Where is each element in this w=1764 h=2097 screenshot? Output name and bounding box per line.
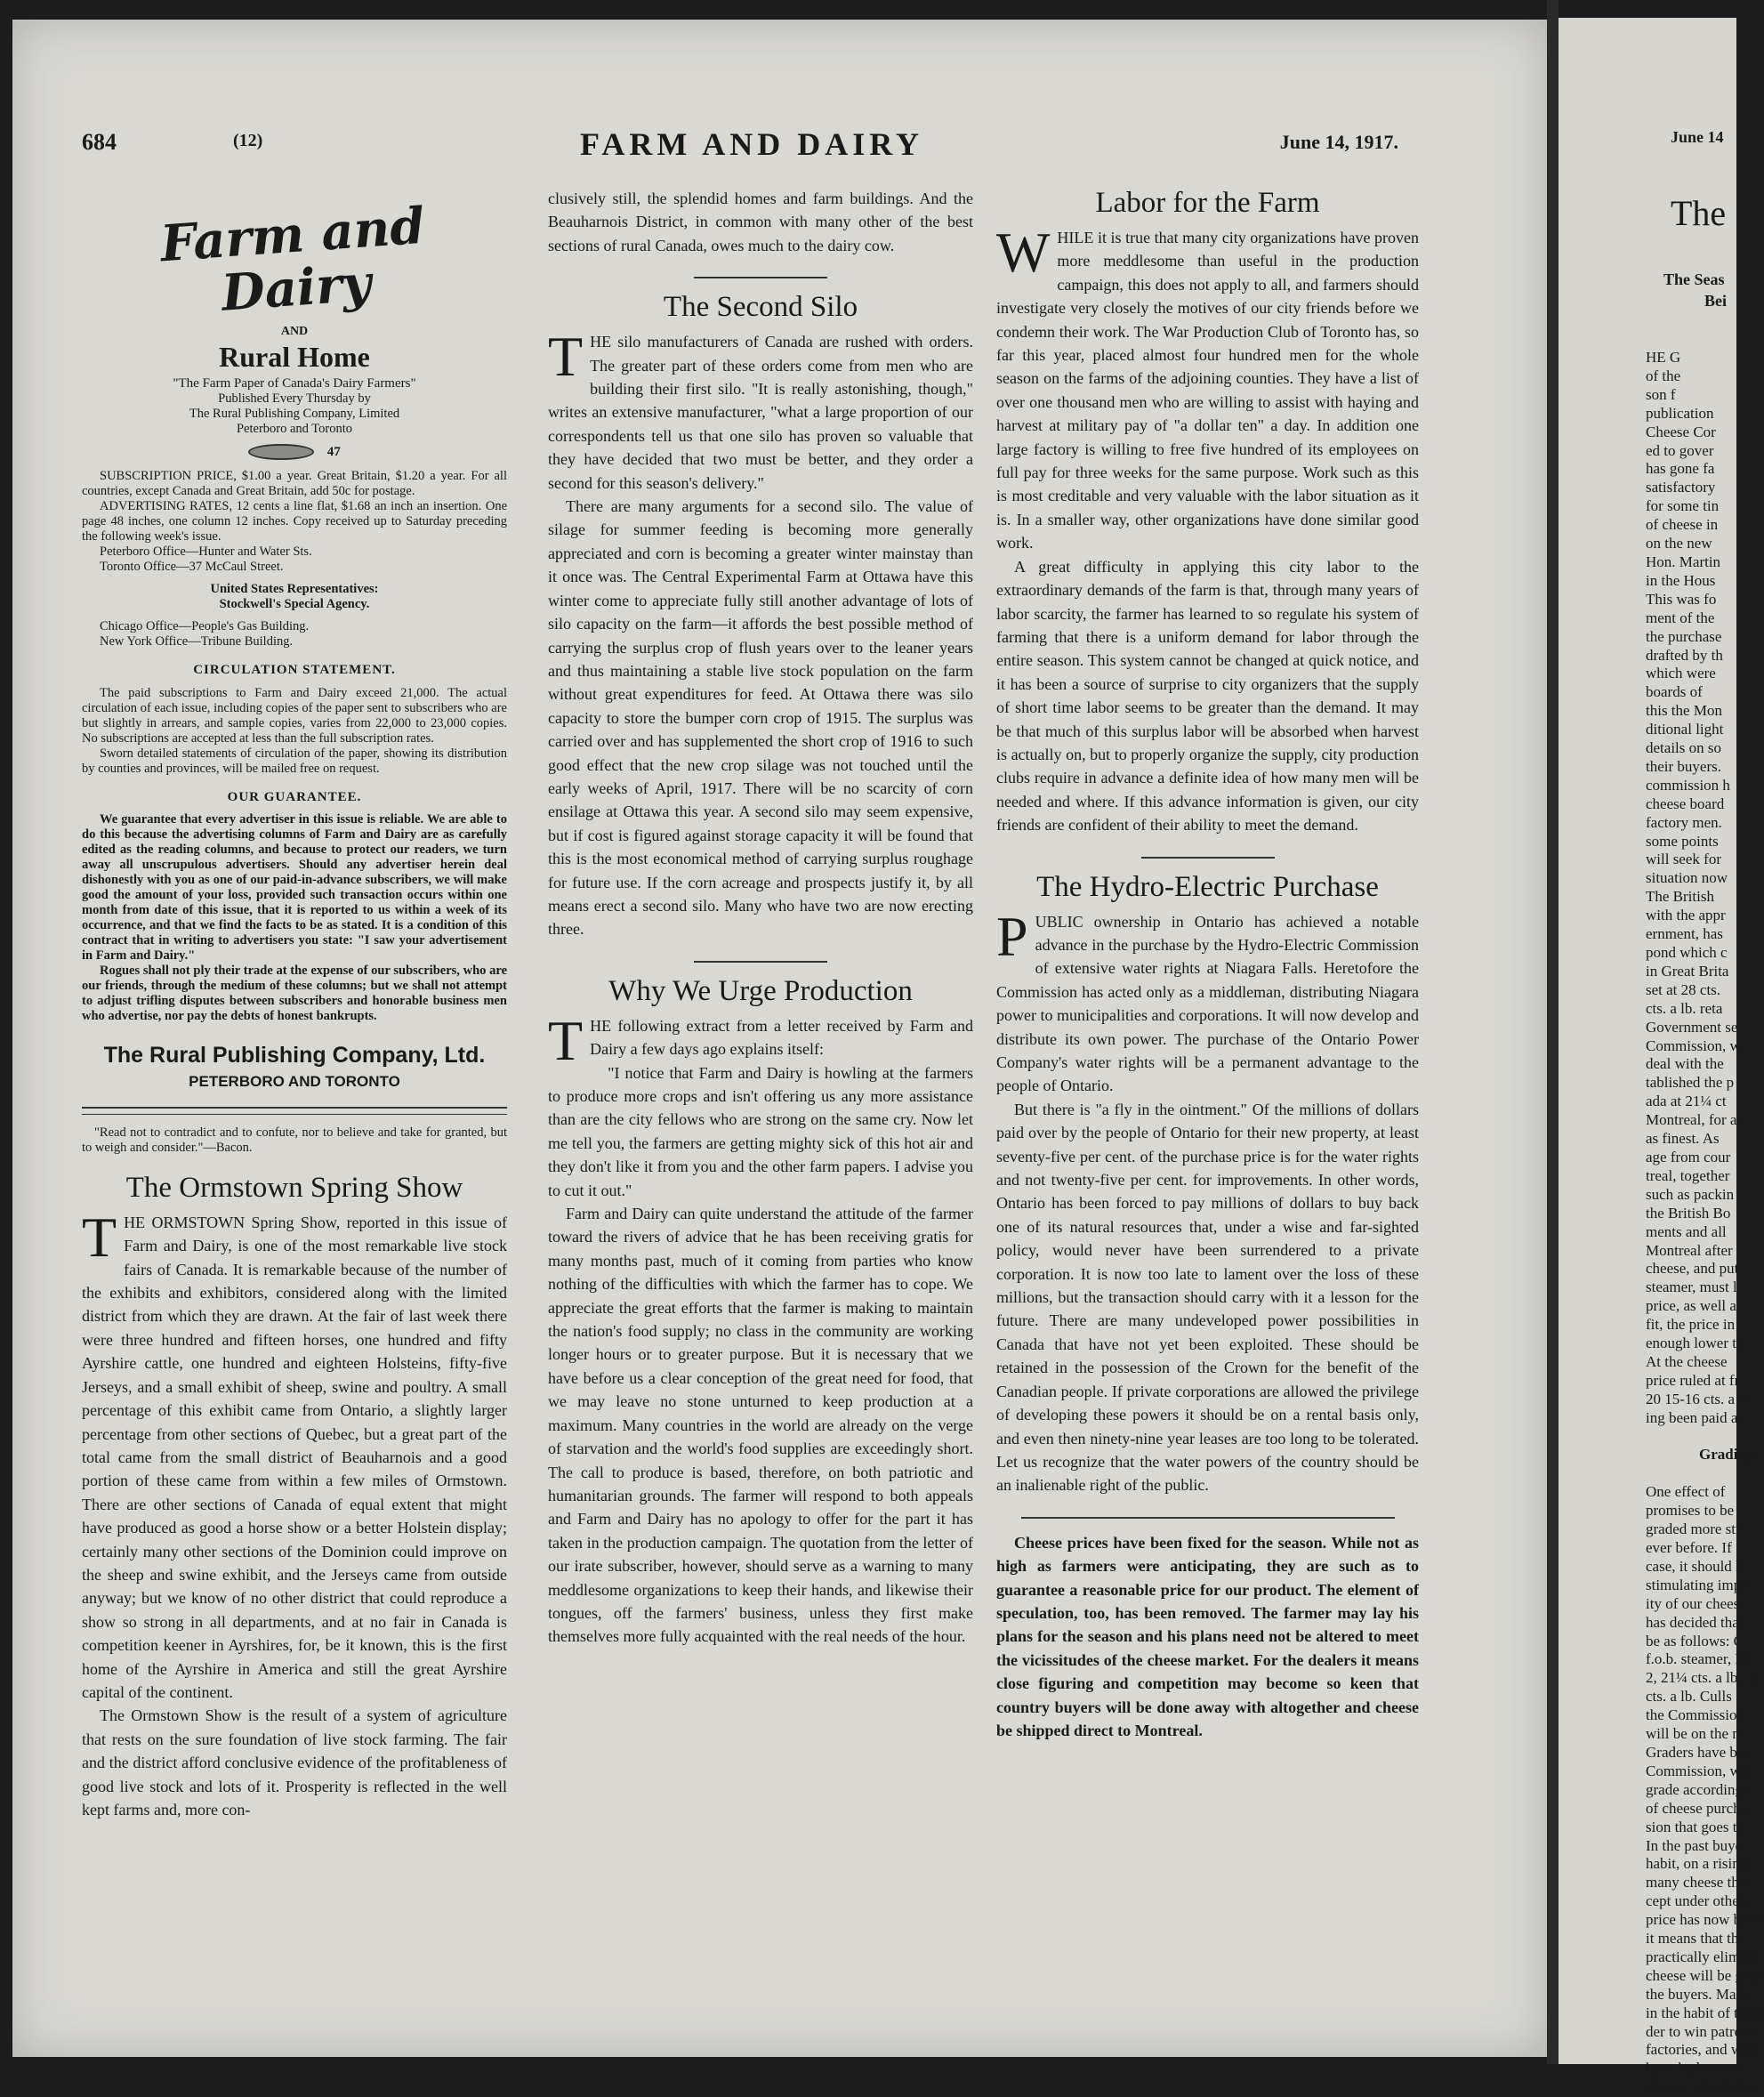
facing-page-line: practically elimina: [1646, 1948, 1759, 1965]
facing-page-line: cheese board: [1646, 794, 1725, 812]
drop-cap: P: [996, 904, 1028, 968]
section-rule: [694, 961, 827, 963]
article-title: Why We Urge Production: [608, 974, 913, 1007]
masthead-rural-home: Rural Home: [219, 341, 370, 374]
facing-page-line: ada at 21¼ ct: [1646, 1093, 1727, 1110]
facing-page-line: has decided that: [1646, 1613, 1744, 1631]
facing-page-line: price has now been: [1646, 1911, 1762, 1929]
facing-page-line: habit, on a rising: [1646, 1855, 1748, 1873]
drop-cap: T: [82, 1205, 117, 1269]
facing-page-line: has gone fa: [1646, 460, 1715, 478]
facing-page-line: tablished the p: [1646, 1074, 1735, 1092]
facing-page-line: boards of: [1646, 683, 1703, 701]
facing-page-line: have had to turn: [1646, 2060, 1744, 2077]
facing-page-line: cept under other c: [1646, 1892, 1755, 1910]
paper-name: FARM AND DAIRY: [580, 126, 924, 162]
facing-page-line: ing been paid at: [1646, 1408, 1743, 1426]
facing-page-subhead: [1663, 269, 1727, 311]
facing-page-line: many cheese that: [1646, 1874, 1751, 1891]
article-title: The Hydro-Electric Purchase: [1036, 870, 1379, 903]
toronto-office: Toronto Office—37 McCaul Street.: [100, 560, 284, 575]
running-head: [82, 126, 1398, 165]
section-rule: [694, 277, 827, 278]
facing-page-line: HE G: [1646, 349, 1681, 366]
facing-page-line: The British: [1646, 888, 1714, 906]
article-second-silo: [548, 291, 973, 941]
facing-page-line: details on so: [1646, 739, 1721, 757]
masthead-cities: Peterboro and Toronto: [237, 421, 352, 436]
article-paragraph: A great difficulty in applying this city labor to the extraordinary demands of the farm is that, through many years of labor scarcity, the farmer has learned to so regulate his system of farming that there is a uniform demand for labor through the entire season. This system cannot be changed at quick notice, and it has been a source of surprise to city organizers that the supply of short time labor seems to be greater than the demand. It may be that much of this surplus labor will be absorbed when harvest is actually on, but to properly organize the supply, city production clubs require in advance a definite idea of how many men will be needed and where. If this advance information is given, our city friends are confident of their ability to meet the demand.: [996, 557, 1419, 835]
facing-page-line: price, as well a: [1646, 1297, 1736, 1315]
facing-page-line: the purchase: [1646, 627, 1722, 645]
publisher-cities: PETERBORO AND TORONTO: [189, 1073, 400, 1091]
guarantee-heading: OUR GUARANTEE.: [227, 789, 362, 804]
facing-page-line: in the habit of takin: [1646, 2004, 1764, 2021]
facing-page-line: ity of our cheese: [1646, 1594, 1746, 1612]
facing-page-line: will seek for: [1646, 851, 1721, 868]
masthead-emblem-row: [82, 439, 507, 464]
facing-page-line: some points: [1646, 832, 1719, 850]
facing-page: [1559, 18, 1764, 2096]
article-ormstown: [82, 1172, 507, 1822]
article-labor: [996, 187, 1419, 837]
facing-page-line: cts. a lb. Culls: [1646, 1688, 1732, 1706]
cheese-note: Cheese prices have been fixed for the season. While not as high as farmers were anticipating, they are such as to guarantee a reasonable price for our product. The element of speculation, too, has been removed. The farmer may lay his plans for the season and his plans need not be altered to meet the vicissitudes of the cheese market. For the dealers it means close figuring and competition may become so keen that country buyers will be done away with altogether and cheese be shipped direct to Montreal.: [996, 1533, 1419, 1739]
facing-page-line: age from cour: [1646, 1148, 1731, 1165]
facing-page-line: sion that goes to: [1646, 1818, 1744, 1835]
facing-page-line: set at 28 cts.: [1646, 980, 1721, 998]
facing-page-line: stimulating impro: [1646, 1576, 1754, 1593]
masthead-and: AND: [280, 325, 309, 338]
facing-page-line: [1646, 1428, 1764, 1447]
facing-page-line: cheese, and put: [1646, 1260, 1739, 1278]
article-paragraph: Farm and Dairy can quite understand the attitude of the farmer toward the rivers of advice that he has been receiving gratis for many months past, much of it coming from parties who know nothing of the difficulties with which the farmer has to cope. We appreciate the great efforts that the farmer is making to maintain the nation's food supply; no class in the community are working longer hours or to greater purpose. But it is necessary that we have before us a clear conception of the great need for food, that we may leave no stone unturned to keep production at a maximum. Many countries in the world are already on the verge of starvation and the world's food supplies are exceedingly short. The call to produce is based, therefore, on both patriotic and humanitarian grounds. The farmer will respond to both appeals and Farm and Dairy has no apology to offer for the part it has taken in the production campaign. The quotation from the letter of our irate subscriber, however, should serve as a warning to many meddlesome organizations to keep their hands, and likewise their tongues, off the farmers' business, unless they first make themselves more fully acquainted with the real needs of the hour.: [548, 1205, 973, 1646]
page-number: 684: [82, 129, 117, 155]
article-paragraph: HE silo manufacturers of Canada are rushed with orders. The greater part of these orders come from men who are building their first silo. "It is really astonishing, though," writes an extensive manufacturer, "what a large proportion of our correspondents tell us that one silo has proven so valuable that they have decided that two must be better, and they order a second for this season's delivery.": [548, 333, 973, 492]
article-paragraph: HE following extract from a letter received by Farm and Dairy a few days ago explains itself:: [590, 1016, 973, 1059]
circulation-heading: CIRCULATION STATEMENT.: [193, 663, 396, 678]
facing-page-line: the British Bo: [1646, 1204, 1731, 1222]
facing-page-line: son f: [1646, 385, 1676, 403]
issue-number: (12): [233, 131, 263, 150]
drop-cap: W: [996, 221, 1051, 284]
section-rule: [1141, 857, 1275, 859]
issue-date: June 14, 1917.: [1279, 131, 1398, 153]
facing-page-line: in Great Brita: [1646, 962, 1729, 980]
facing-page-line: This was fo: [1646, 590, 1717, 608]
newspaper-page: [12, 20, 1547, 2057]
facing-subhead-line: The Seas: [1663, 270, 1725, 288]
facing-page-line: as finest. As: [1646, 1130, 1720, 1148]
article-urge-production: [548, 975, 973, 1649]
facing-page-line: grade according t: [1646, 1780, 1751, 1798]
facing-page-line: their buyers.: [1646, 757, 1721, 775]
emblem-number: 47: [326, 444, 341, 459]
facing-page-line: [1646, 1464, 1764, 1483]
facing-page-line: 2, 21¼ cts. a lb., a: [1646, 1669, 1756, 1687]
emblem-icon: [248, 444, 314, 460]
article-title: The Ormstown Spring Show: [125, 1171, 463, 1204]
facing-page-line: situation now: [1646, 869, 1728, 887]
facing-page-line: cheese, which they: [1646, 2078, 1760, 2096]
masthead-published: Published Every Thursday by: [218, 391, 371, 406]
facing-page-line: Commission, w: [1646, 1036, 1741, 1054]
page-gutter: [1547, 0, 1559, 2064]
facing-page-line: promises to be: [1646, 1502, 1735, 1520]
facing-page-line: be as follows: C: [1646, 1632, 1744, 1649]
article-paragraph: The Ormstown Show is the result of a system of agriculture that rests on the sure foundation of live stock farming. The fair and the district afford conclusive evidence of the profitableness of good live stock and lots of it. Prosperity is reflected in the well kept farms and, more con-: [82, 1706, 507, 1819]
facing-page-line: Government se: [1646, 1018, 1738, 1036]
masthead: [82, 196, 507, 1156]
facing-page-line: fit, the price in: [1646, 1316, 1736, 1334]
facing-page-date: June 14: [1671, 128, 1724, 146]
article-paragraph: HILE it is true that many city organizations have proven more meddlesome than useful in the production campaign, this does not apply to all, and farmers should investigate very closely the motives of our city friends before we condemn their work. The War Production Club of Toronto has, so far this year, placed almost four hundred men for the whole season on the farms of the adjoining counties. They have a list of over one thousand men who are willing to assist with haying and harvest at military pay of "a dollar ten" a day. In addition one large factory is willing to free five hundred of its employees on full pay for three weeks for the same purpose. Work such as this is most creditable and very valuable with the labor situation as it is. In a smaller way, other organizations have done similar good work.: [996, 229, 1419, 552]
facing-page-line: At the cheese: [1646, 1352, 1728, 1370]
facing-page-line: graded more str: [1646, 1520, 1741, 1538]
guarantee-text-1: We guarantee that every advertiser in this issue is reliable. We are able to do this because the advertising columns of Farm and Dairy are as carefully edited as the reading columns, and because to protect our readers, we turn away all unscrupulous advertisers. Should any advertiser herein deal dishonestly with you as one of our paid-in-advance subscribers, we will make good the amount of your loss, provided such transaction occurs within one month from date of this issue, that it is reported to us within a week of its occurrence, and that we find the facts to be as stated. It is a condition of this contract that in writing to advertisers you state: "I saw your advertisement in Farm and Dairy.": [82, 812, 507, 964]
facing-page-headline: The: [1671, 193, 1727, 233]
section-rule: [1021, 1517, 1395, 1519]
facing-page-line: of cheese purchas: [1646, 1799, 1753, 1817]
article-paragraph: But there is "a fly in the ointment." Of the millions of dollars paid over by the people of Ontario for their new property, at least seventy-five per cent. of the purchase price is for the water rights and not twenty-five per cent. for improvements. In other words, Ontario has been forced to pay millions of dollars to buy back one of its natural resources that, under a wise and far-sighted policy, would never have been surrendered to a private corporation. It is now too late to lament over the loss of these millions, but the transaction should carry with it a lesson for the future. There are many undeveloped power possibilities in Canada that have not yet been exploited. These should be retained in the possession of the Crown for the benefit of the Canadian people. If private corporations are allowed the privilege of developing these powers it should be on a rental basis only, and even then ninety-nine year leases are too long to be tolerated. Let us recognize that the water powers of the country should be an inalienable right of the public.: [996, 1100, 1419, 1495]
facing-page-line: such as packin: [1646, 1185, 1735, 1203]
facing-page-line: 20 15-16 cts. a lb.: [1646, 1390, 1754, 1407]
facing-page-line: factory men.: [1646, 813, 1722, 831]
facing-page-line: ment of the: [1646, 609, 1715, 626]
facing-page-line: Graders have bee: [1646, 1743, 1751, 1761]
facing-page-line: cheese will be grad: [1646, 1966, 1762, 1984]
facing-page-line: for some tin: [1646, 497, 1720, 515]
facing-page-line: Grading: [1699, 1446, 1754, 1464]
facing-page-line: which were: [1646, 665, 1716, 682]
newyork-office: New York Office—Tribune Building.: [100, 634, 294, 649]
us-representatives: United States Representatives:: [210, 582, 379, 597]
article-paragraph: HE ORMSTOWN Spring Show, reported in this issue of Farm and Dairy, is one of the most remarkable live stock fairs of Canada. It is remarkable because of the number of the exhibits and exhibitors, considered along with the limited district from which they are drawn. At the fair of last week there were three hundred and fifteen horses, one hundred and fifty Ayrshire cattle, one hundred and eighteen Holsteins, fifty-five Jerseys, and a small exhibit of sheep, swine and poultry. A small percentage of this exhibit came from Ontario, a slightly larger percentage from other sections of Quebec, but a great part of the total came from the small district of Beauharnois and a good portion of these came from within a few miles of Ormstown. There are other sections of Canada of equal extent that might have produced as good a horse show or a better Holstein display; certainly many other sections of the Dominion could improve on the sheep and swine exhibit, and the Jerseys came from outside anyway; but we know of no other district that could reproduce a show so strong in all departments, and at no fair in Canada is competition keener in Ayrshires, for, be it known, this is the first home of the Ayrshire in America and still the great Ayrshire capital of the continent.: [82, 1213, 507, 1701]
facing-page-line: drafted by th: [1646, 646, 1723, 664]
facing-page-line: Montreal after: [1646, 1241, 1733, 1259]
article-title: The Second Silo: [663, 291, 858, 324]
facing-page-line: the buyers. Make: [1646, 1985, 1751, 2003]
facing-page-line: factories, and who: [1646, 2041, 1758, 2059]
article-paragraph: "I notice that Farm and Dairy is howling at the farmers to produce more crops and isn't offering us any more assistance than are the city fellows who are strong on the same cry. Now let me tell you, the farmers are getting mighty sick of this hot air and they don't like it from you and the other farm papers. I advise you to cut it out.": [548, 1063, 973, 1199]
subscription-rates: SUBSCRIPTION PRICE, $1.00 a year. Great Britain, $1.20 a year. For all countries, except Canada and Great Britain, add 50c for postage.: [82, 469, 507, 499]
facing-page-line: ernment, has: [1646, 925, 1723, 943]
advertising-rates: ADVERTISING RATES, 12 cents a line flat, $1.68 an inch an insertion. One page 48 inches, one column 12 inches. Copy received up to Saturday preceding the following week's issue.: [82, 499, 507, 544]
column-3: [996, 187, 1419, 1742]
masthead-title: Farm and Dairy: [158, 196, 427, 323]
facing-page-line: in the Hous: [1646, 571, 1716, 589]
facing-page-line: price ruled at fr: [1646, 1371, 1740, 1389]
facing-page-line: steamer, must l: [1646, 1278, 1737, 1296]
peterboro-office: Peterboro Office—Hunter and Water Sts.: [100, 544, 312, 560]
publisher-name: The Rural Publishing Company, Ltd.: [103, 1043, 486, 1069]
facing-page-line: ditional light: [1646, 721, 1724, 738]
circulation-text-2: Sworn detailed statements of circulation of the paper, showing its distribution by counties and provinces, will be mailed free on request.: [82, 746, 507, 776]
facing-page-line: case, it should h: [1646, 1557, 1744, 1575]
masthead-tagline: "The Farm Paper of Canada's Dairy Farmers": [173, 375, 416, 391]
article-title: Labor for the Farm: [1095, 187, 1320, 219]
facing-page-line: Cheese Cor: [1646, 423, 1716, 440]
facing-page-line: f.o.b. steamer, M: [1646, 1650, 1749, 1668]
facing-page-line: deal with the: [1646, 1055, 1724, 1073]
guarantee-text-2: Rogues shall not ply their trade at the expense of our subscribers, who are our friends, through the medium of these columns; but we shall not attempt to adjust trifling disputes between subscribers and honorable business men who advertise, nor pay the debts of honest bankrupts.: [82, 964, 507, 1024]
facing-page-line: publication: [1646, 404, 1714, 422]
chicago-office: Chicago Office—People's Gas Building.: [100, 619, 310, 634]
facing-page-line: will be on the m: [1646, 1725, 1744, 1743]
motto-quote: "Read not to contradict and to confute, nor to believe and take for granted, but to weigh and consider."—Bacon.: [82, 1125, 507, 1155]
facing-page-line: of the: [1646, 367, 1681, 384]
facing-page-text: [1646, 349, 1764, 2097]
facing-page-line: cts. a lb. reta: [1646, 999, 1723, 1017]
facing-page-line: of cheese in: [1646, 516, 1719, 534]
article-hydro: [996, 871, 1419, 1497]
masthead-company: The Rural Publishing Company, Limited: [189, 406, 400, 421]
facing-page-line: enough lower to: [1646, 1335, 1744, 1352]
facing-page-line: ever before. If: [1646, 1539, 1732, 1556]
facing-page-line: on the new: [1646, 535, 1712, 552]
article-paragraph-continued: clusively still, the splendid homes and farm buildings. And the Beauharnois District, in common with many other of the best sections of rural Canada, owes much to the dairy cow.: [548, 190, 973, 254]
facing-page-line: treal, together: [1646, 1166, 1730, 1184]
article-paragraph: There are many arguments for a second silo. The value of silage for summer feeding is becoming more generally appreciated and corn is becoming a greater winter mainstay than it once was. The Central Experimental Farm at Ottawa have this winter come to appreciate fully still another advantage of lots of silo capacity on the farm—it affords the best possible method of carrying the surplus crop of flush years over to the leaner years and thus maintaining a stable live stock population on the farm without great expenditures for feed. At Ottawa there was silo capacity to store the bumper corn crop of 1915. The surplus was carried over and has supplemented the short crop of 1916 to such good effect that the new crop silage was not touched until the early weeks of April, 1917. There will be no scarcity of corn ensilage at Ottawa this year. A second silo may seem expensive, but if cost is figured against storage capacity it will be found that this is the most economical method of carrying surplus roughage for future use. If the corn acreage and prospects justify it, by all means erect a second silo. Many who have two are now erecting three.: [548, 497, 973, 939]
facing-page-line: satisfactory: [1646, 479, 1716, 496]
facing-page-line: it means that thi: [1646, 1930, 1744, 1948]
facing-page-line: In the past buye: [1646, 1836, 1743, 1854]
facing-page-line: One effect of: [1646, 1483, 1726, 1501]
facing-page-line: ments and all: [1646, 1222, 1727, 1240]
facing-page-line: der to win patrons: [1646, 2022, 1756, 2040]
facing-page-line: the Commission,: [1646, 1706, 1749, 1724]
us-agency: Stockwell's Special Agency.: [219, 597, 370, 612]
facing-page-line: commission h: [1646, 776, 1730, 794]
column-2: [548, 187, 973, 1649]
drop-cap: T: [548, 1008, 584, 1072]
circulation-text-1: The paid subscriptions to Farm and Dairy exceed 21,000. The actual circulation of each issue, including copies of the paper sent to subscribers who are but slightly in arrears, and sample copies, varies from 22,000 to 23,000 copies. No subscriptions are accepted at less than the full subscription rates.: [82, 685, 507, 746]
facing-page-line: with the appr: [1646, 907, 1726, 924]
facing-page-line: pond which c: [1646, 944, 1728, 961]
column-1: [82, 189, 507, 1821]
article-paragraph: UBLIC ownership in Ontario has achieved a notable advance in the purchase by the Hydro-Electric Commission of extensive water rights at Niagara Falls. Heretofore the Commission has acted only as a middleman, distributing Niagara power to municipalities and corporations. It will now develop and distribute its own power. The purchase of the Ontario Power Company's water rights will be a permanent advantage to the people of Ontario.: [996, 912, 1419, 1095]
facing-page-line: ed to gover: [1646, 441, 1714, 459]
facing-page-line: Montreal, for al: [1646, 1111, 1742, 1129]
facing-subhead-line: Bei: [1704, 292, 1727, 310]
drop-cap: T: [548, 325, 584, 389]
facing-page-line: this the Mon: [1646, 702, 1722, 720]
facing-page-line: Commission, who: [1646, 1762, 1756, 1779]
facing-page-line: Hon. Martin: [1646, 552, 1721, 570]
double-rule: [82, 1107, 507, 1115]
